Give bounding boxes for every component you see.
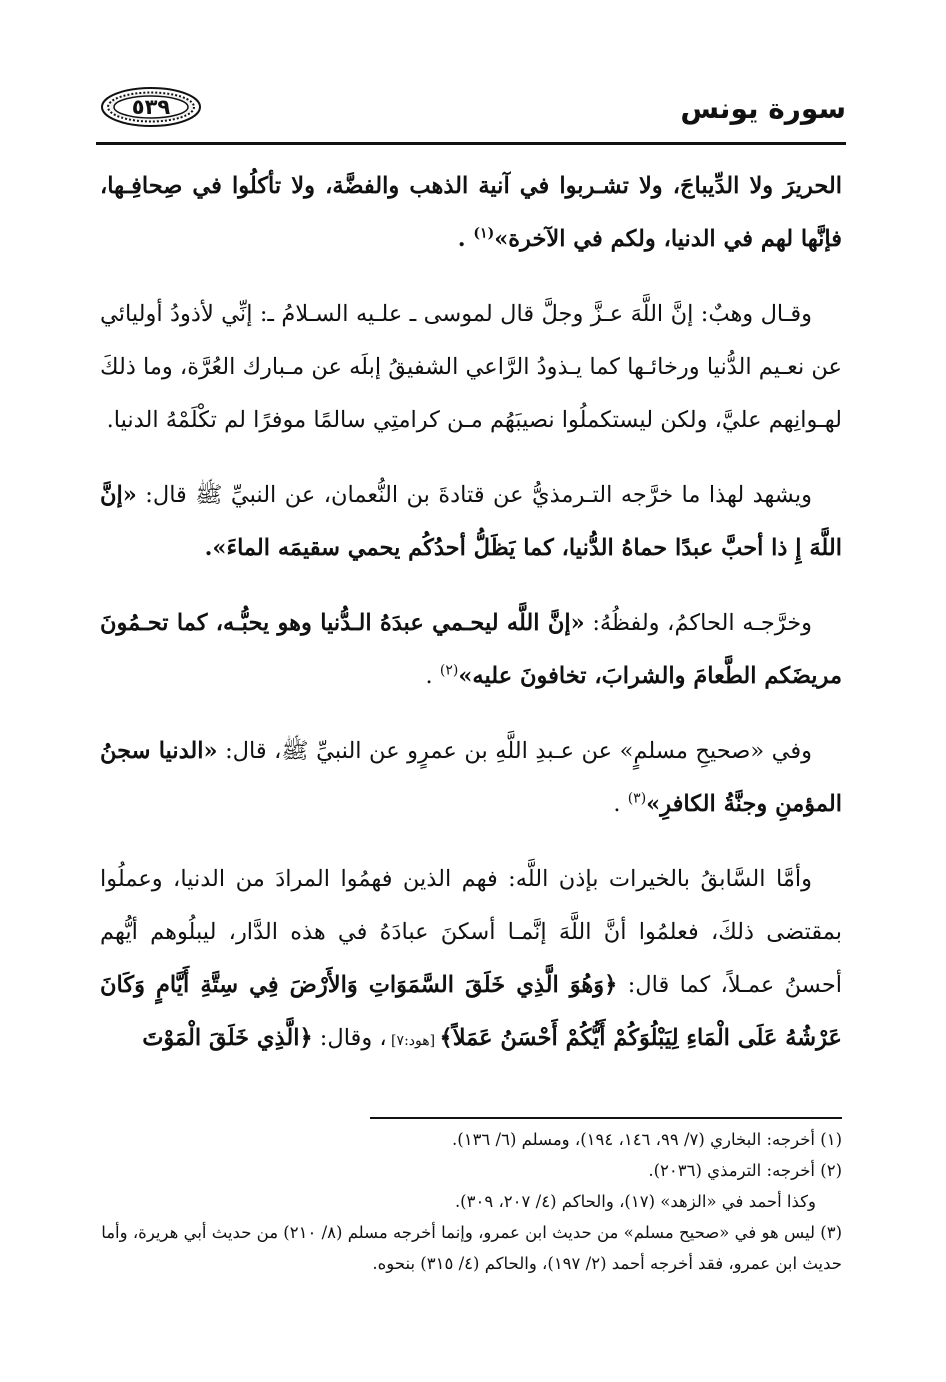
main-text xyxy=(100,160,842,1090)
footnote-marker-1: (١) xyxy=(473,225,495,242)
paragraph-6 xyxy=(100,853,842,1068)
hadith-text: «إنَّ اللَّهَ إِ ذا أحبَّ عبدًا حماهُ الدُّنيا، كما يَظَلُّ أحدُكُم يحمي سقيمَه الماءَ». xyxy=(100,482,842,561)
narration-intro: وخرَّجـه الحاكمُ، ولفظُهُ: xyxy=(584,610,812,636)
paragraph-5 xyxy=(100,725,842,831)
paragraph-end: . xyxy=(457,226,474,252)
footnote-divider xyxy=(370,1117,842,1119)
footnote-2-continued: وكذا أحمد في «الزهد» (١٧)، والحاكم (٤/ ٢٠٧، ٣٠٩). xyxy=(454,1192,816,1211)
page-number: ٥٣٩ xyxy=(131,95,171,119)
narration-intro: ويشهد لهذا ما خرَّجه التـرمذيُّ عن قتادةَ بن النُّعمان، عن النبيِّ ﷺ قال: xyxy=(136,482,812,508)
footnote-1: (١) أخرجه: البخاري (٧/ ٩٩، ١٤٦، ١٩٤)، ومسلم (٦/ ١٣٦). xyxy=(452,1130,842,1149)
paragraph-end: . xyxy=(425,663,440,689)
paragraph-4 xyxy=(100,597,842,703)
quran-verse: ﴿الَّذِي خَلَقَ الْمَوْتَ xyxy=(142,1025,313,1051)
page-header xyxy=(96,86,846,148)
footnote-3: (٣) ليس هو في «صحيح مسلم» من حديث ابن عمرو، وإنما أخرجه مسلم (٨/ ٢١٠) من حديث أبي هريرة، وأما حديث ابن عمرو، فقد أخرجه أحمد (٢/ ١٩٧)، والحاكم (٤/ ٣١٥) بنحوه. xyxy=(101,1223,842,1273)
verse-reference: [هود:٧] xyxy=(386,1033,440,1049)
paragraph-2: وقـال وهبٌ: إنَّ اللَّهَ عـزَّ وجلَّ قال لموسى ـ علـيه السـلامُ ـ: إنِّي لأذودُ أوليائي عن نعـيم الدُّنيا ورخائـها كما يـذودُ الرَّاعي الشفيقُ إبلَه عن مـبارك العُرَّة، وما ذلكَ لهـوانِهم عليَّ، ولكن ليستكملُوا نصيبَهُم مـن كرامتِي سالمًا موفرًا لم تكْلَمْهُ الدنيا. xyxy=(100,301,842,433)
footnote-marker-3: (٣) xyxy=(627,790,647,807)
hadith-text: «إنَّ اللَّه ليحـمي عبدَهُ الـدُّنيا وهو يحبُّـه، كما تحـمُونَ مريضَكم الطَّعامَ والشرابَ، تخافونَ عليه» xyxy=(100,610,842,689)
narration-intro: وفي «صحيحِ مسلمٍ» عن عـبدِ اللَّهِ بن عمرٍو عن النبيِّ ﷺ، قال: xyxy=(217,738,812,764)
footnote-marker-2: (٢) xyxy=(439,662,459,679)
paragraph-1 xyxy=(100,160,842,266)
footnote-2: (٢) أخرجه: الترمذي (٢٠٣٦). xyxy=(648,1161,842,1180)
commentary-text: ، وقال: xyxy=(312,1025,387,1051)
hadith-text: الحريرَ ولا الدِّيباجَ، ولا تشـربوا في آنية الذهب والفضَّة، ولا تأكلُوا في صِحافِـها، فإنَّها لهم في الدنيا، ولكم في الآخرة» xyxy=(100,173,842,252)
paragraph-3 xyxy=(100,469,842,575)
hadith-text: «الدنيا سجنُ المؤمنِ وجنَّةُ الكافرِ» xyxy=(100,738,842,817)
paragraph-end: . xyxy=(613,791,628,817)
page-number-badge xyxy=(100,86,202,128)
surah-title: سورة يونس xyxy=(680,92,846,125)
commentary-text: وأمَّا السَّابقُ بالخيرات بإذن اللَّه: فهم الذين فهمُوا المرادَ من الدنيا، وعملُوا بمقتضى ذلكَ، فعلمُوا أنَّ اللَّهَ إنَّمـا أسكنَ عبادَهُ في هذه الدَّار، ليبلُوهم أيُّهم أحسنُ عمـلاً، كما قال: xyxy=(100,866,842,998)
header-divider xyxy=(96,142,846,145)
footnotes xyxy=(100,1124,842,1279)
quran-verse: ﴿وَهُوَ الَّذِي خَلَقَ السَّمَوَاتِ وَالأَرْضَ فِي سِتَّةِ أَيَّامٍ وَكَانَ عَرْشُهُ عَلَى الْمَاءِ لِيَبْلُوَكُمْ أَيُّكُمْ أَحْسَنُ عَمَلاً﴾ xyxy=(100,972,842,1051)
